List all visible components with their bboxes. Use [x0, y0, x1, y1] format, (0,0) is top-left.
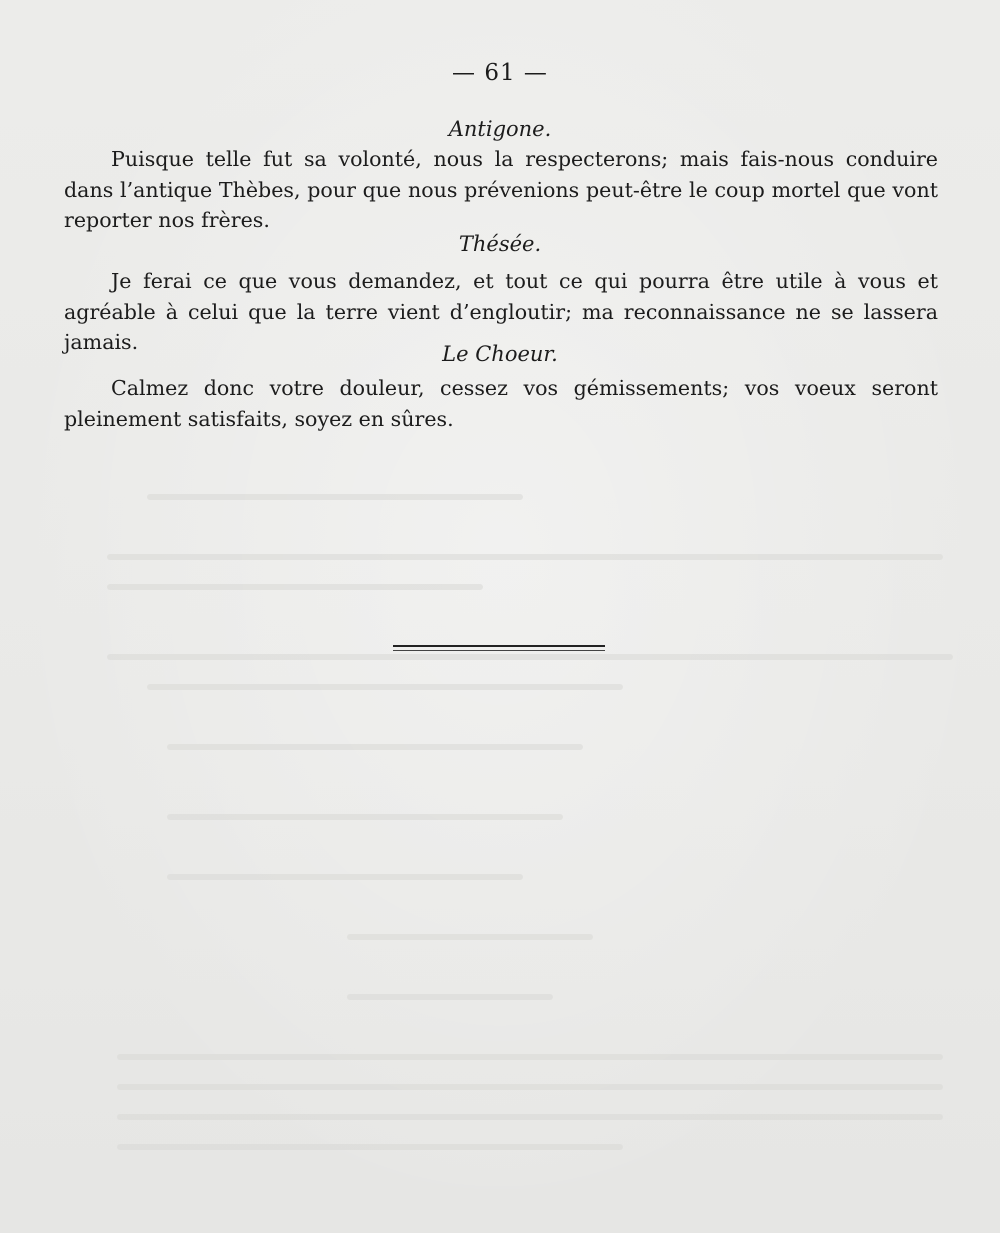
speaker-label-thesee: Thésée.: [458, 232, 542, 256]
speaker-label-choeur: Le Choeur.: [442, 342, 558, 366]
speech-paragraph-choeur: Calmez donc votre douleur, cessez vos gémissements; vos voeux seront pleinement satisfaits, soyez en sûres.: [64, 376, 938, 431]
speech-paragraph-antigone: Puisque telle fut sa volonté, nous la respecterons; mais fais-nous conduire dans l’antique Thèbes, pour que nous prévenions peut-être le coup mortel que vont reporter nos frères.: [64, 147, 938, 232]
section-divider-rule: [393, 645, 605, 647]
speech-paragraph-thesee: Je ferai ce que vous demandez, et tout ce qui pourra être utile à vous et agréable à celui que la terre vient d’engloutir; ma reconnaissance ne se lassera jamais.: [64, 269, 938, 354]
speaker-label-antigone: Antigone.: [448, 117, 552, 141]
page-number: — 61 —: [452, 60, 548, 86]
